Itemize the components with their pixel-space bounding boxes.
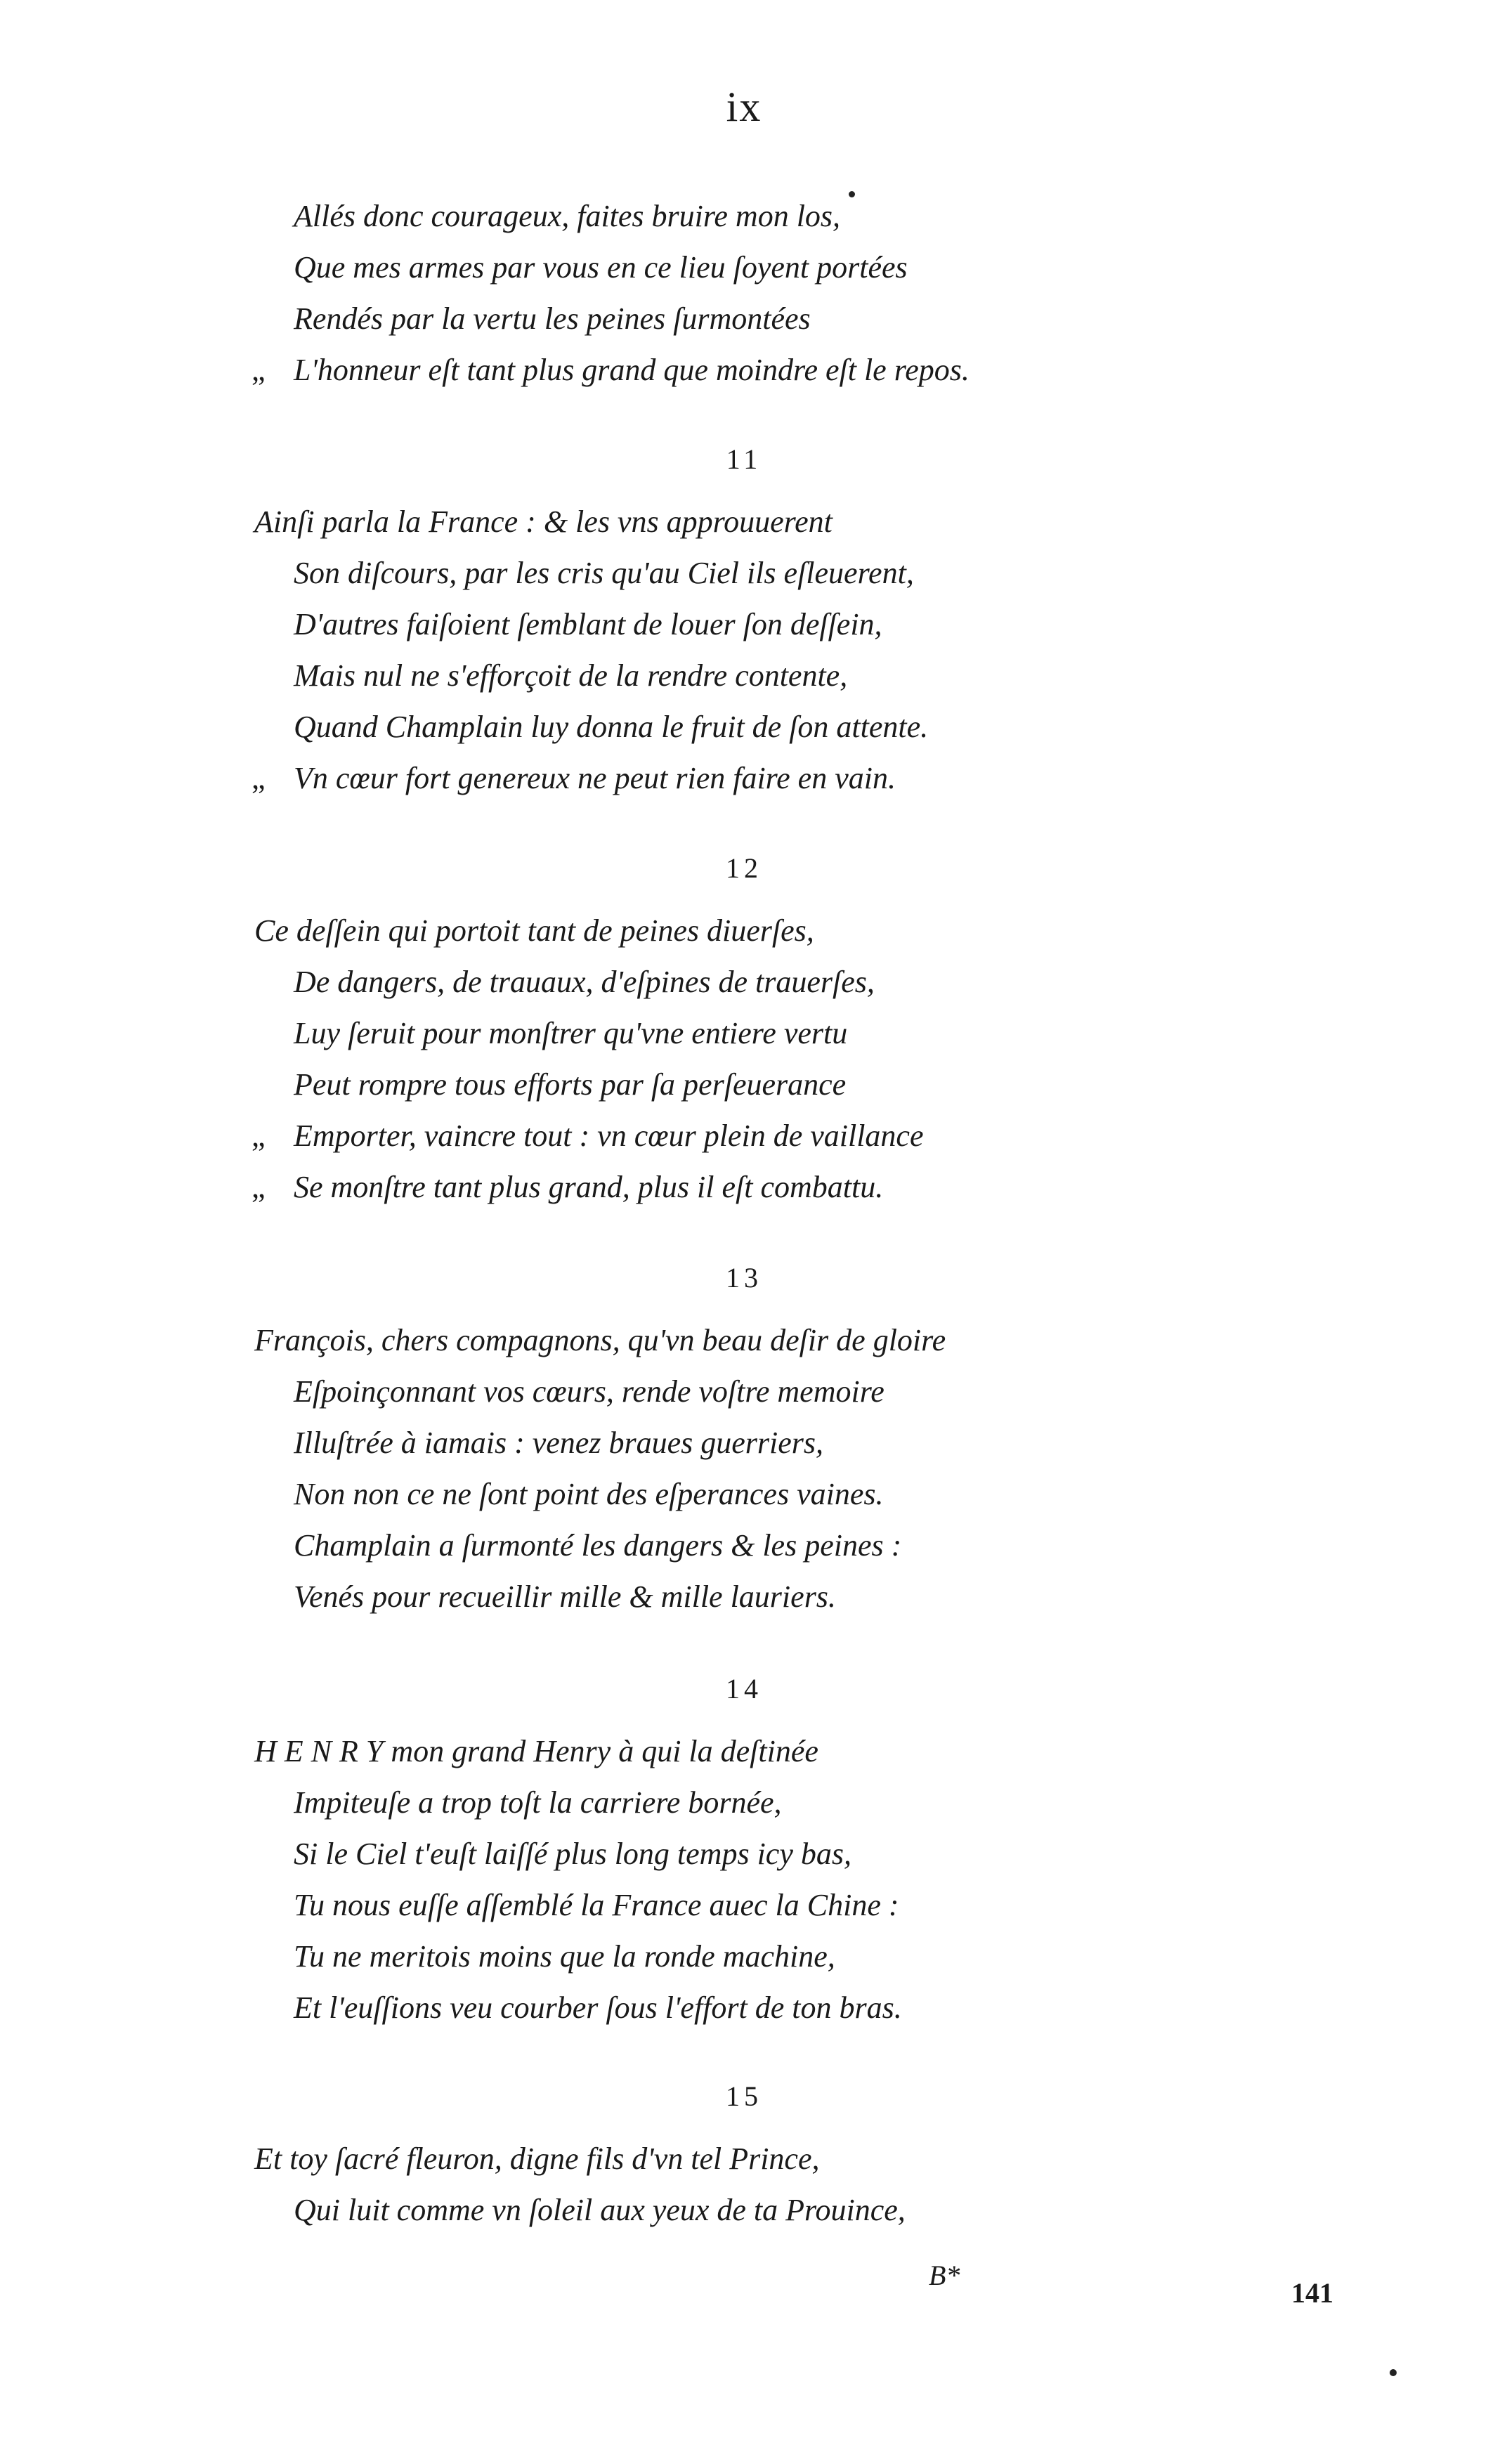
verse-line: Emporter, vaincre tout : vn cœur plein de vaillance [294, 1119, 924, 1153]
verse-line: Illuſtrée à iamais : venez braues guerriers, [294, 1426, 823, 1460]
verse-line: Se monſtre tant plus grand, plus il eſt combattu. [294, 1170, 884, 1204]
verse-line: Venés pour recueillir mille & mille lauriers. [294, 1579, 836, 1614]
stanza-number: 13 [726, 1262, 762, 1293]
verse-line: Si le Ciel t'euſt laiſſé plus long temps icy bas, [294, 1837, 851, 1871]
verse-line: Ainſi parla la France : & les vns approuuerent [254, 504, 833, 539]
signature-mark: B* [929, 2260, 960, 2291]
quote-mark: „ [252, 761, 266, 795]
verse-line: Quand Champlain luy donna le fruit de ſon attente. [294, 710, 929, 744]
verse-line: Et l'euſſions veu courber ſous l'effort de ton bras. [294, 1990, 902, 2025]
stanza-number: 14 [726, 1673, 762, 1704]
verse-line: Rendés par la vertu les peines ſurmontées [294, 301, 811, 336]
stanza-number: 11 [726, 443, 762, 475]
verse-line: L'honneur eſt tant plus grand que moindre eſt le repos. [294, 353, 970, 387]
verse-line: Luy ſeruit pour monſtrer qu'vne entiere vertu [294, 1016, 848, 1050]
verse-line: Et toy ſacré fleuron, digne fils d'vn tel Prince, [254, 2142, 820, 2176]
verse-line: Qui luit comme vn ſoleil aux yeux de ta Prouince, [294, 2193, 906, 2227]
verse-line: Ce deſſein qui portoit tant de peines diuerſes, [254, 913, 814, 948]
verse-line: De dangers, de trauaux, d'eſpines de trauerſes, [294, 965, 875, 999]
verse-line: Vn cœur fort genereux ne peut rien faire en vain. [294, 761, 896, 795]
verse-line: Eſpoinçonnant vos cœurs, rende voſtre memoire [294, 1374, 885, 1409]
stanza-number: 12 [726, 852, 762, 884]
quote-mark: „ [252, 1170, 266, 1204]
verse-line: François, chers compagnons, qu'vn beau deſir de gloire [254, 1323, 946, 1357]
verse-line: H E N R Y mon grand Henry à qui la deſtinée [254, 1734, 818, 1768]
ink-speck [1390, 2369, 1397, 2376]
verse-line: Que mes armes par vous en ce lieu ſoyent portées [294, 250, 908, 285]
verse-line: Champlain a ſurmonté les dangers & les peines : [294, 1528, 902, 1563]
quote-mark: „ [252, 1119, 266, 1153]
quote-mark: „ [252, 353, 266, 387]
verse-line: Tu nous euſſe aſſemblé la France auec la Chine : [294, 1888, 899, 1922]
verse-line: Son diſcours, par les cris qu'au Ciel ils eſleuerent, [294, 556, 914, 590]
verse-line: Mais nul ne s'efforçoit de la rendre contente, [294, 658, 848, 693]
page-number: 141 [1291, 2277, 1333, 2309]
verse-line: Impiteuſe a trop toſt la carriere bornée, [294, 1785, 782, 1820]
stanza-number: 15 [726, 2080, 762, 2112]
ink-speck [849, 191, 855, 197]
verse-line: Allés donc courageux, faites bruire mon los, [294, 199, 841, 233]
page-header: ix [726, 84, 762, 130]
verse-line: D'autres faiſoient ſemblant de louer ſon deſſein, [294, 607, 882, 641]
verse-line: Peut rompre tous efforts par ſa perſeuerance [294, 1067, 847, 1102]
verse-line: Non non ce ne ſont point des eſperances vaines. [294, 1477, 884, 1511]
verse-line: Tu ne meritois moins que la ronde machine, [294, 1939, 835, 1974]
